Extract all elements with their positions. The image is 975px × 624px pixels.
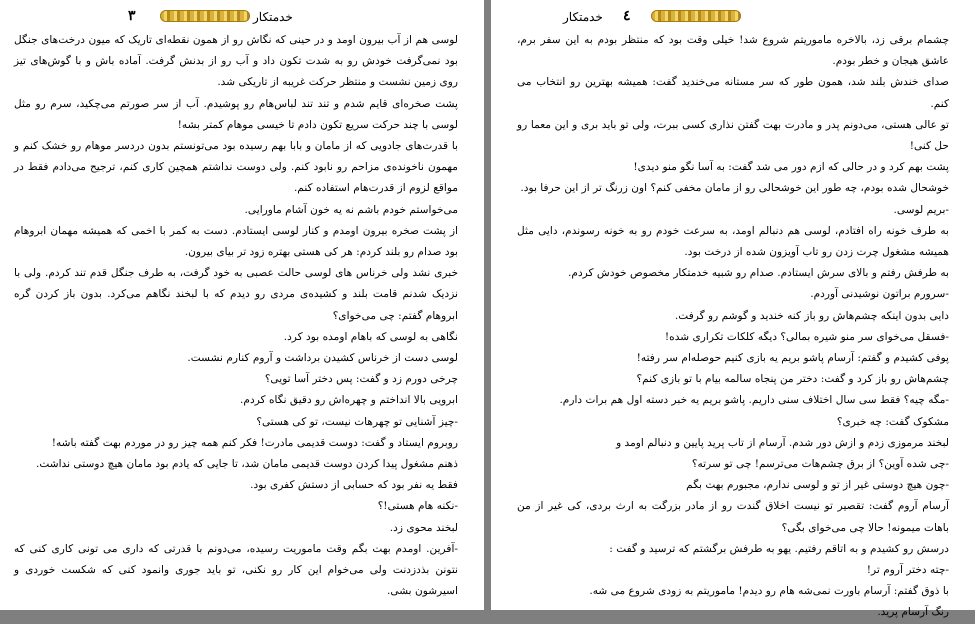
paragraph: -چته دختر آروم تر! [866, 564, 949, 577]
paragraph: به طرفش رفتم و بالای سرش ایستادم. صدام رو شبیه خدمتکار مخصوص خودش کردم. [568, 267, 949, 280]
paragraph: چرخی دورم زد و گفت: پس دختر آسا تویی؟ [264, 373, 458, 386]
page-number: ٤ [623, 8, 631, 24]
paragraph: ذهنم مشغول پیدا کردن دوست قدیمی مامان شد، تا جایی که یادم بود مامان هیچ دوستی نداشت. [35, 458, 458, 471]
paragraph: چشمام برقی زد، بالاخره ماموریتم شروع شد! خیلی وقت بود که منتظر بودم به این سفر برم، عاشق هیجان و خطر بودم. [517, 34, 949, 68]
paragraph: لوسی دست از خرناس کشیدن برداشت و آروم کنارم نشست. [187, 352, 458, 365]
paragraph: درسش رو کشیدم و به اتاقم رفتیم. یهو به طرفش برگشتم که ترسید و گفت : [609, 542, 949, 555]
paragraph: لبخند محوی زد. [389, 521, 458, 534]
paragraph: -مگه چیه؟ فقط سی سال اختلاف سنی داریم. پاشو بریم یه خبر دسته اول هم برات دارم. [559, 394, 949, 407]
paragraph: -چون هیچ دوستی غیر از تو و لوسی ندارم، مجبورم بهت بگم [686, 479, 949, 492]
page-header [0, 8, 484, 28]
paragraph: خبری نشد ولی خرناس های لوسی حالت عصبی به خود گرفت، به طرف جنگل قدم تند کردم. ولی با نزدیک شدنم قامت بلند و کشیده‌ی مردی رو دیدم که با لبخند نگاهم می‌کرد. بدون باز کردن گره ابروهام گفتم: چی می‌خوای؟ [14, 267, 458, 322]
header-ornament-icon [651, 10, 741, 22]
paragraph: روبروم ایستاد و گفت: دوست قدیمی مادرت! فکر کنم همه چیز رو در موردم بهت گفته باشه! [51, 436, 458, 449]
paragraph: آرسام آروم گفت: تقصیر تو نیست اخلاق گندت رو از مادر بزرگت به ارث بردی، کی غیر از من باهات میمونه! حالا چی می‌خوای بگی؟ [517, 500, 949, 534]
paragraph: چشم‌هاش رو باز کرد و گفت: دختر من پنجاه سالمه بیام با تو بازی کنم؟ [636, 373, 949, 386]
page-header [491, 8, 975, 28]
paragraph: -نکنه هام هستی!؟ [377, 500, 458, 513]
page-number: ۳ [128, 8, 136, 24]
paragraph: لوسی هم از آب بیرون اومد و در حینی که نگاش رو از همون نقطه‌ای تاریک که میون درخت‌های جنگل بود نمی‌گرفت خودش رو به شدت تکون داد و آب رو از بدنش گرفت. آماده باش و با گوش‌های تیز روی زمین نشست و منتظر حرکت غریبه از تاریکی شد. [14, 34, 458, 89]
paragraph: ابرویی بالا انداختم و چهره‌اش رو دقیق نگاه کردم. [240, 394, 458, 407]
paragraph: -سرورم براتون نوشیدنی آوردم. [810, 288, 949, 301]
header-title: خدمتکار [563, 10, 603, 24]
paragraph: -آفرین. اومدم بهت بگم وقت ماموریت رسیده، می‌دونم با قدرتی که داری می تونی کاری کنی که نتونن بذدزدنت ولی می‌خوام این کار رو نکنی، تو باید جوری وانمود کنی که شکست خوردی و اسیرشون بشی. [14, 542, 458, 598]
header-title: خدمتکار [253, 10, 293, 24]
paragraph: دایی بدون اینکه چشم‌هاش رو باز کنه خندید و گوشم رو گرفت. [674, 309, 949, 322]
paragraph: تو عالی هستی، می‌دونم پدر و مادرت بهت گفتن نذاری کسی ببرت، ولی تو باید بری و این معما رو حل کنی! [517, 118, 949, 153]
paragraph: صدای خندش بلند شد، همون طور که سر مستانه می‌خندید گفت: همیشه بهترین رو انتخاب می کنم. [517, 76, 949, 110]
paragraph: خوشحال شده بودم، چه طور این خوشحالی رو از مامان مخفی کنم؟ اون زرنگ تر از این حرفا بود. [520, 182, 949, 195]
paragraph: می‌خواستم خودم باشم نه یه خون آشام ماورایی. [244, 203, 458, 216]
paragraph: -بریم لوسی. [893, 203, 949, 216]
paragraph: با ذوق گفتم: آرسام باورت نمی‌شه هام رو دیدم! ماموریتم به زودی شروع می شه. [589, 585, 949, 598]
paragraph: لبخند مرموزی زدم و ازش دور شدم. آرسام از تاب پرید پایین و دنبالم اومد و [616, 436, 949, 449]
page-body-text [14, 30, 458, 602]
right-page [491, 0, 975, 619]
page-body-text [517, 30, 949, 624]
paragraph: -فسقل می‌خوای سر منو شیره بمالی؟ دیگه کلکات تکراری شده! [664, 330, 949, 343]
paragraph: مشکوک گفت: چه خبری؟ [836, 415, 949, 428]
paragraph: پشت بهم کرد و در حالی که ازم دور می شد گفت: به آسا نگو منو دیدی! [633, 161, 949, 174]
left-page [0, 0, 484, 610]
header-ornament-icon [160, 10, 250, 22]
paragraph: -چی شده آوین؟ از برق چشم‌هات می‌ترسم! چی تو سرته؟ [691, 458, 949, 471]
paragraph: پوفی کشیدم و گفتم: آرسام پاشو بریم یه بازی کنیم حوصله‌ام سر رفته! [636, 352, 949, 365]
paragraph: از پشت صخره بیرون اومدم و کنار لوسی ایستادم. دست به کمر با اخمی که همیشه مهمان ابروهام بود صدام رو بلند کردم: هر کی هستی بهتره زود تر بیای بیرون. [14, 224, 458, 259]
paragraph: -چیز آشنایی تو چهرهات نیست، تو کی هستی؟ [256, 415, 458, 428]
paragraph: به طرف خونه راه افتادم، لوسی هم دنبالم اومد، به سرعت خودم رو به خونه رسوندم، دایی مثل همیشه مشغول چرت زدن رو تاب آویزون شده از درخت بود. [517, 224, 949, 259]
paragraph: با قدرت‌های جادویی که از مامان و بابا بهم رسیده بود می‌تونستم بدون دردسر موهام رو خشک کنم و مهمون ناخونده‌ی مزاحم رو نابود کنم. ولی دوست نداشتم همچین کاری کنم، ترجیح می‌دادم فقط در مواقع لزوم از قدرت‌هام استفاده کنم. [14, 140, 458, 195]
paragraph: پشت صخره‌ای قایم شدم و تند تند لباس‌هام رو پوشیدم. آب از سر صورتم می‌چکید، سرم رو مثل لوسی با چند حرکت سریع تکون دادم تا خیسی موهام کمتر بشه! [14, 97, 458, 131]
paragraph: رنگ آرسام پرید. [877, 606, 949, 619]
paragraph: نگاهی به لوسی که باهام اومده بود کرد. [283, 330, 458, 343]
paragraph: فقط یه نفر بود که حسابی از دستش کفری بود. [250, 479, 458, 492]
